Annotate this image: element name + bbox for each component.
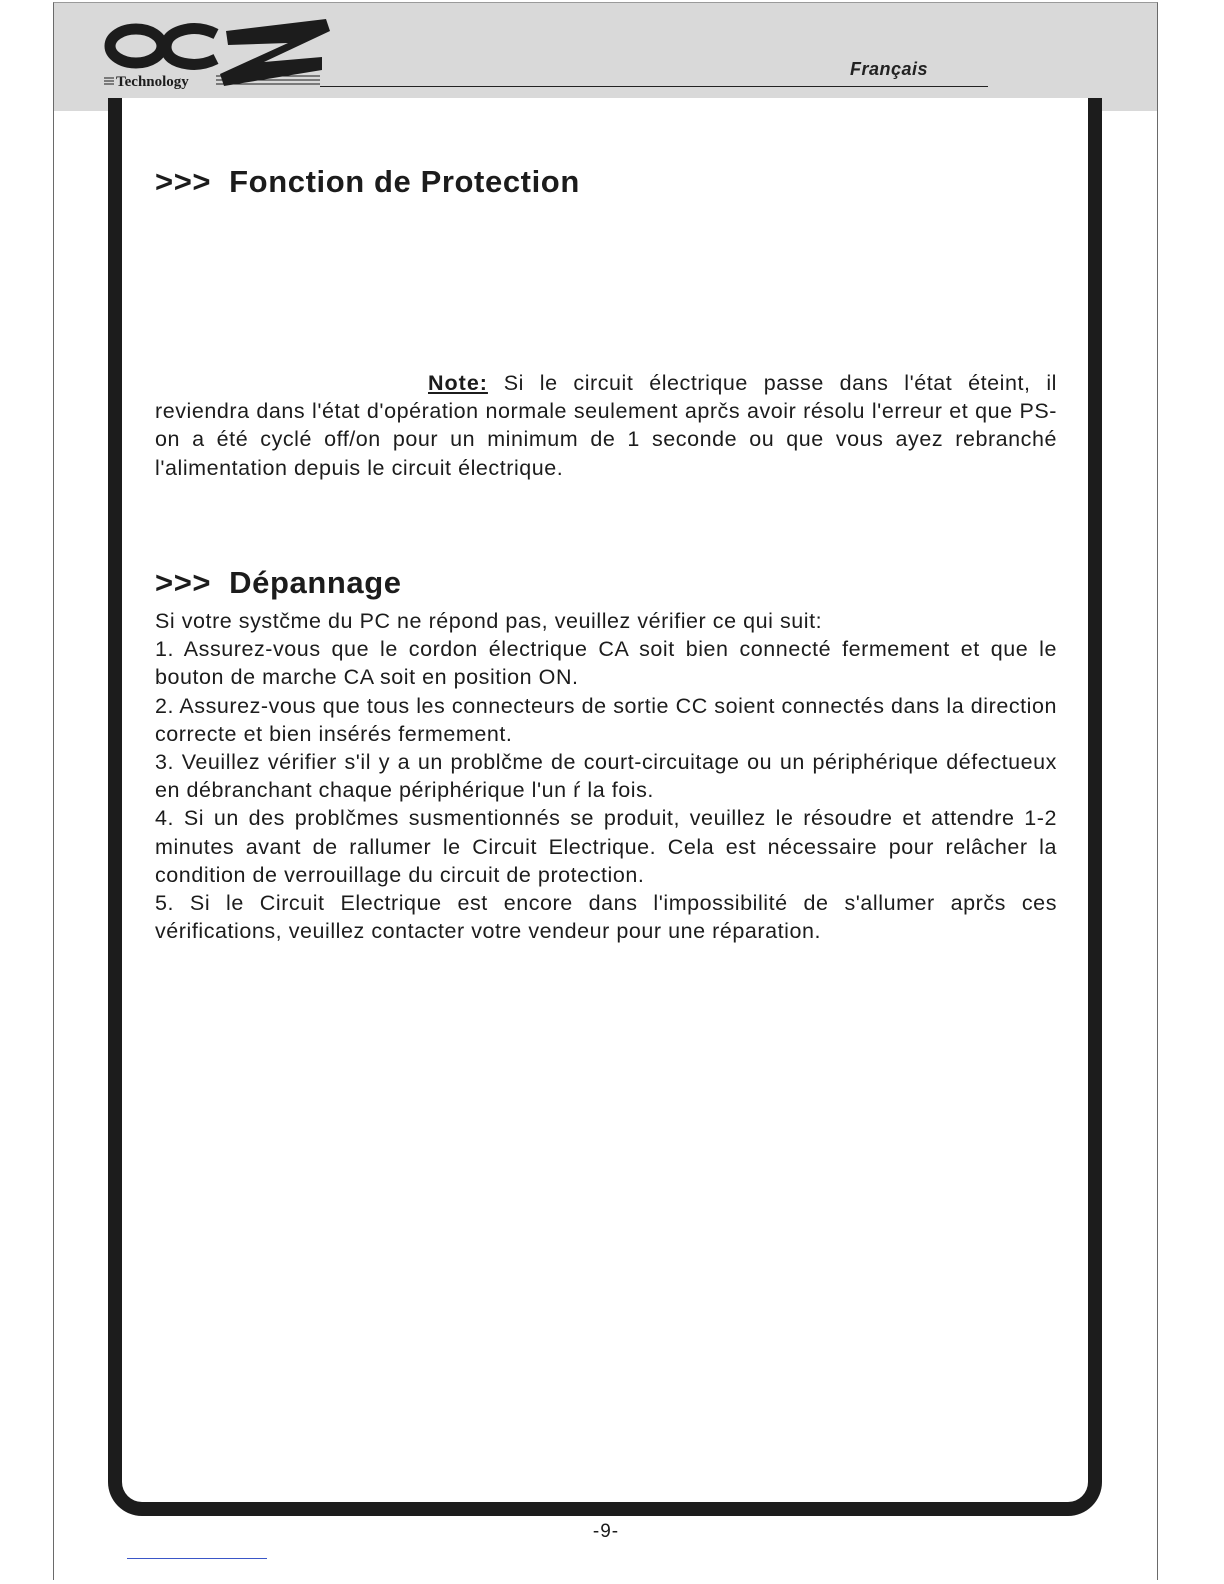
troubleshooting-heading	[155, 565, 402, 601]
troubleshooting-body	[155, 607, 1057, 945]
protection-heading-text: Fonction de Protection	[229, 164, 580, 199]
protection-note	[155, 369, 1057, 482]
note-text: Si le circuit électrique passe dans l'état éteint, il reviendra dans l'état d'opération normale seulement aprčs avoir résolu l'erreur et que PS-on a été cyclé off/on pour un minimum de 1 seconde ou que vous ayez rebranché l'alimentation depuis le circuit électrique.	[155, 371, 1057, 480]
troubleshooting-intro: Si votre systčme du PC ne répond pas, veuillez vérifier ce qui suit:	[155, 609, 823, 633]
list-item: 2. Assurez-vous que tous les connecteurs de sortie CC soient connectés dans la direction correcte et bien insérés fermement.	[155, 693, 1057, 746]
brand-subtitle: Technology	[116, 74, 189, 90]
list-item: 3. Veuillez vérifier s'il y a un problčme de court-circuitage ou un périphérique défectueux en débranchant chaque périphérique l'un ŕ la fois.	[155, 750, 1057, 803]
list-item: 4. Si un des problčmes susmentionnés se produit, veuillez le résoudre et attendre 1-2 minutes avant de rallumer le Circuit Electrique. Cela est nécessaire pour relâcher la condition de verrouillage du circuit de protection.	[155, 806, 1057, 887]
language-label: Français	[850, 59, 929, 79]
list-item: 1. Assurez-vous que le cordon électrique CA soit bien connecté fermement et que le bouton de marche CA soit en position ON.	[155, 637, 1057, 690]
troubleshooting-list	[155, 635, 1057, 945]
protection-heading-arrows: >>>	[155, 164, 212, 199]
list-item: 5. Si le Circuit Electrique est encore dans l'impossibilité de s'allumer aprčs ces vérifications, veuillez contacter votre vendeur pour une réparation.	[155, 891, 1057, 944]
page-number: -9-	[592, 1521, 620, 1542]
note-label: Note:	[428, 371, 488, 395]
header-rule	[320, 86, 988, 87]
footer-link-underline	[127, 1558, 267, 1559]
ocz-technology-logo	[104, 14, 334, 94]
protection-heading	[155, 164, 580, 200]
troubleshooting-heading-arrows: >>>	[155, 565, 212, 600]
troubleshooting-heading-text: Dépannage	[229, 565, 402, 600]
